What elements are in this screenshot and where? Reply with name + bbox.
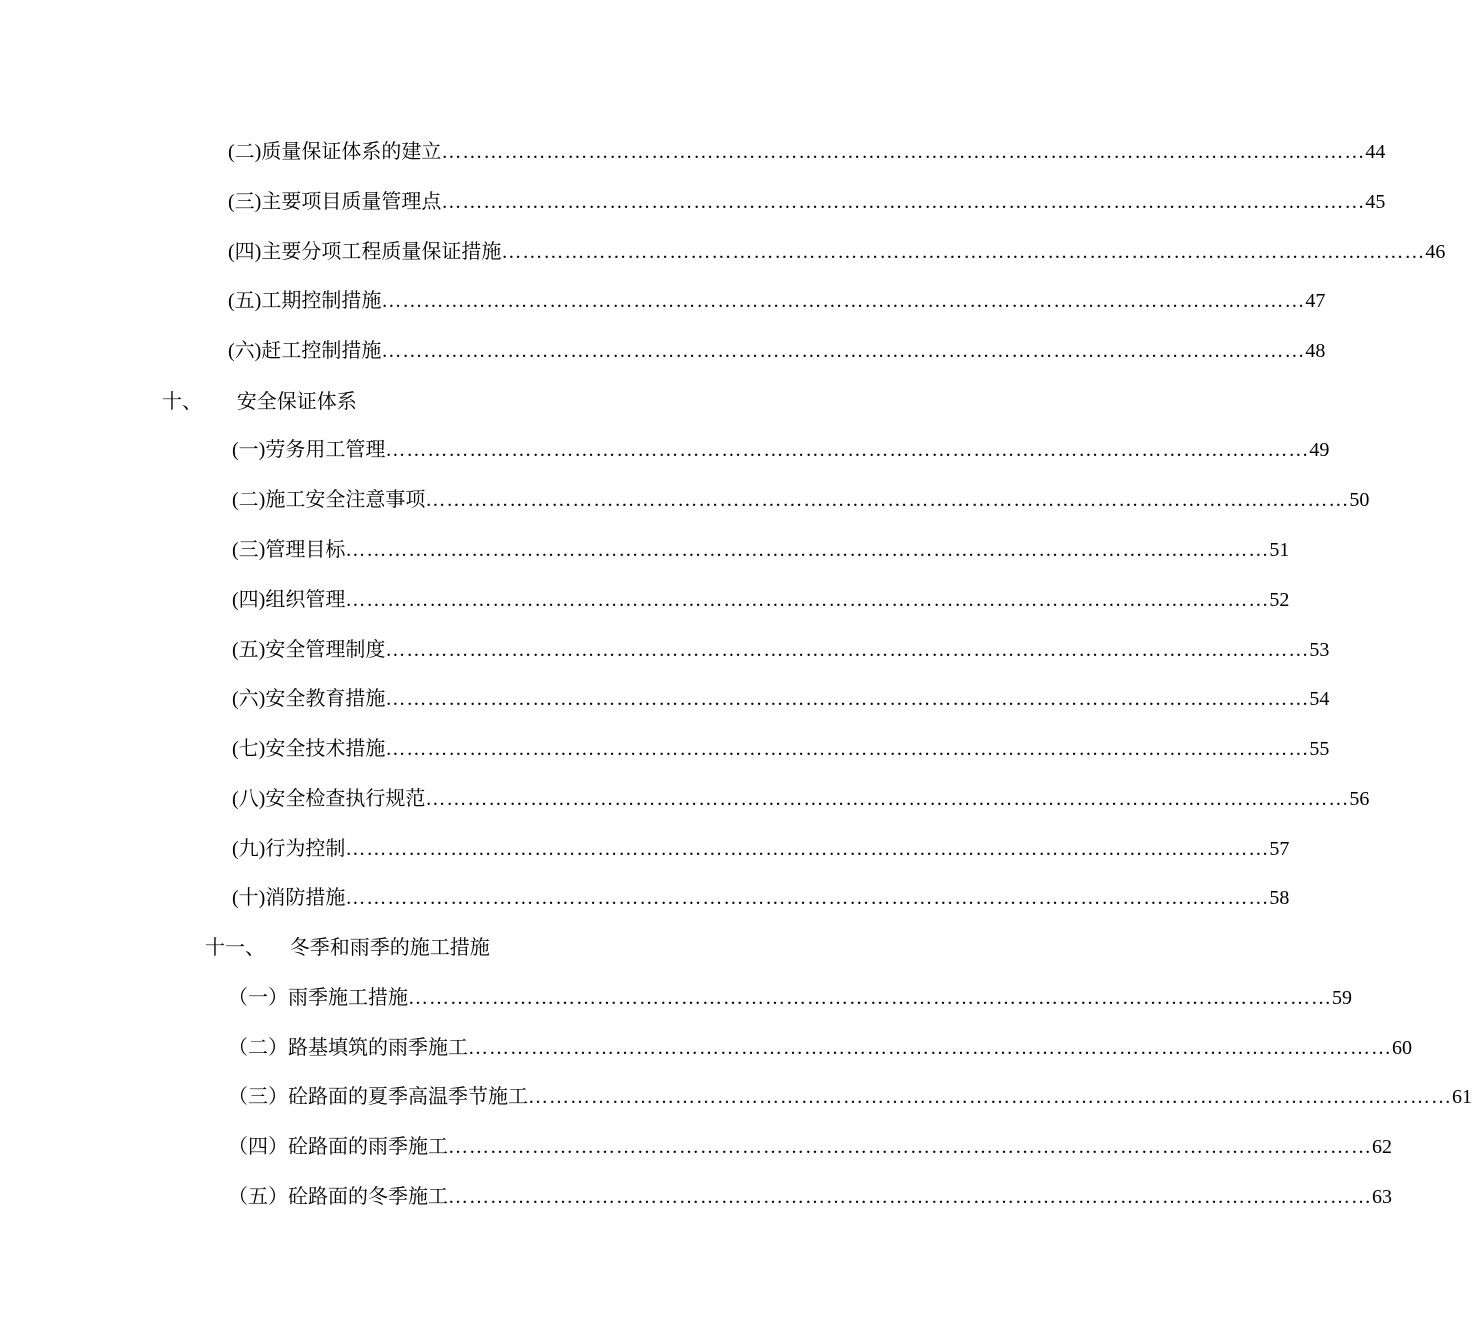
toc-page-number: 48 — [1305, 340, 1326, 362]
toc-leader-dots: …………………………………………………………………………………………………………………… — [385, 639, 1310, 661]
toc-entry-title: 组织管理 — [265, 587, 346, 611]
toc-entry — [232, 584, 1290, 614]
toc-entry — [228, 136, 1386, 166]
toc-entry-title: 施工安全注意事项 — [265, 487, 426, 511]
toc-entry-number: （四） — [228, 1136, 288, 1158]
toc-entry-title: 安全检查执行规范 — [265, 786, 426, 810]
toc-entry-number: （三） — [228, 1086, 288, 1108]
toc-page-number: 59 — [1332, 987, 1352, 1009]
toc-page-number: 52 — [1269, 589, 1290, 611]
toc-entry-title: 安全管理制度 — [265, 637, 386, 661]
section-title: 冬季和雨季的施工措施 — [289, 935, 490, 959]
toc-entry-title: 安全技术措施 — [265, 736, 386, 760]
toc-leader-dots: …………………………………………………………………………………………………………………… — [448, 1186, 1372, 1208]
toc-entry-number: （五） — [228, 1186, 288, 1208]
toc-entry — [228, 285, 1326, 315]
toc-leader-dots: …………………………………………………………………………………………………………………… — [381, 290, 1306, 312]
toc-entry-title: 路基填筑的雨季施工 — [288, 1035, 468, 1059]
toc-leader-dots: …………………………………………………………………………………………………………………… — [385, 688, 1310, 710]
toc-entry — [228, 982, 1352, 1012]
toc-entry — [232, 534, 1290, 564]
toc-entry — [228, 335, 1326, 365]
toc-leader-dots: …………………………………………………………………………………………………………………… — [381, 340, 1306, 362]
toc-entry-number: (三) — [232, 539, 266, 561]
toc-entry — [232, 733, 1330, 763]
toc-page-number: 44 — [1365, 141, 1386, 163]
toc-page-number: 60 — [1392, 1037, 1412, 1059]
toc-leader-dots: …………………………………………………………………………………………………………………… — [468, 1037, 1392, 1059]
toc-page-number: 58 — [1269, 887, 1290, 909]
toc-page-number: 46 — [1425, 241, 1446, 263]
toc-entry — [228, 1131, 1392, 1161]
toc-entry-title: 消防措施 — [265, 885, 346, 909]
toc-entry — [232, 683, 1330, 713]
toc-leader-dots: …………………………………………………………………………………………………………………… — [448, 1136, 1372, 1158]
toc-leader-dots: …………………………………………………………………………………………………………………… — [345, 539, 1270, 561]
toc-entry-number: (七) — [232, 738, 266, 760]
toc-entry-title: 砼路面的雨季施工 — [288, 1134, 448, 1158]
toc-page-number: 51 — [1269, 539, 1290, 561]
toc-entry-number: (一) — [232, 439, 266, 461]
toc-page-number: 54 — [1309, 688, 1330, 710]
toc-entry-number: (六) — [228, 340, 262, 362]
toc-page-number: 50 — [1349, 489, 1370, 511]
toc-entry-number: (二) — [228, 141, 262, 163]
toc-page-number: 63 — [1372, 1186, 1392, 1208]
toc-entry-title: 管理目标 — [265, 537, 346, 561]
toc-entry-title: 劳务用工管理 — [265, 437, 386, 461]
toc-entry-title: 主要分项工程质量保证措施 — [261, 239, 502, 263]
toc-leader-dots: …………………………………………………………………………………………………………………… — [385, 439, 1310, 461]
toc-entry — [232, 634, 1330, 664]
toc-entry-number: (四) — [228, 241, 262, 263]
toc-entry-title: 行为控制 — [265, 836, 346, 860]
toc-entry-number: (五) — [228, 290, 262, 312]
toc-page-number: 62 — [1372, 1136, 1392, 1158]
toc-entry-title: 质量保证体系的建立 — [261, 139, 442, 163]
toc-entry-number: (十) — [232, 887, 266, 909]
toc-entry-number: (五) — [232, 639, 266, 661]
toc-entry-title: 安全教育措施 — [265, 686, 386, 710]
toc-entry — [232, 484, 1370, 514]
toc-entry-title: 工期控制措施 — [261, 288, 382, 312]
toc-leader-dots: …………………………………………………………………………………………………………………… — [425, 489, 1350, 511]
toc-entry-title: 赶工控制措施 — [261, 338, 382, 362]
toc-entry — [232, 833, 1290, 863]
toc-page-number: 57 — [1269, 838, 1290, 860]
toc-page-number: 61 — [1452, 1086, 1472, 1108]
toc-page-number: 55 — [1309, 738, 1330, 760]
toc-leader-dots: …………………………………………………………………………………………………………………… — [501, 241, 1426, 263]
toc-entry-title: 砼路面的夏季高温季节施工 — [288, 1084, 528, 1108]
toc-leader-dots: …………………………………………………………………………………………………………………… — [441, 191, 1366, 213]
toc-page-number: 49 — [1309, 439, 1330, 461]
section-title: 安全保证体系 — [236, 389, 357, 413]
toc-leader-dots: …………………………………………………………………………………………………………………… — [345, 887, 1270, 909]
toc-leader-dots: …………………………………………………………………………………………………………………… — [385, 738, 1310, 760]
toc-leader-dots: …………………………………………………………………………………………………………………… — [528, 1086, 1452, 1108]
toc-entry — [228, 1081, 1472, 1111]
toc-entry — [232, 434, 1330, 464]
toc-page-number: 56 — [1349, 788, 1370, 810]
toc-entry-title: 雨季施工措施 — [288, 985, 408, 1009]
toc-entry-number: （一） — [228, 987, 288, 1009]
toc-entry-number: (八) — [232, 788, 266, 810]
toc-entry — [228, 236, 1446, 266]
toc-leader-dots: …………………………………………………………………………………………………………………… — [408, 987, 1332, 1009]
toc-page-number: 45 — [1365, 191, 1386, 213]
toc-entry-number: (四) — [232, 589, 266, 611]
toc-entry-number: (二) — [232, 489, 266, 511]
section-heading — [162, 386, 357, 416]
section-number: 十一、 — [205, 935, 265, 959]
toc-entry-number: (九) — [232, 838, 266, 860]
section-number: 十、 — [162, 389, 202, 413]
toc-entry — [228, 186, 1386, 216]
toc-page-number: 47 — [1305, 290, 1326, 312]
toc-leader-dots: …………………………………………………………………………………………………………………… — [345, 589, 1270, 611]
toc-entry — [232, 882, 1290, 912]
toc-entry — [228, 1032, 1412, 1062]
toc-entry — [232, 783, 1370, 813]
toc-entry — [228, 1181, 1392, 1211]
toc-entry-title: 砼路面的冬季施工 — [288, 1184, 448, 1208]
toc-entry-title: 主要项目质量管理点 — [261, 189, 442, 213]
toc-leader-dots: …………………………………………………………………………………………………………………… — [425, 788, 1350, 810]
toc-entry-number: （二） — [228, 1037, 288, 1059]
toc-page-number: 53 — [1309, 639, 1330, 661]
toc-leader-dots: …………………………………………………………………………………………………………………… — [345, 838, 1270, 860]
toc-entry-number: (三) — [228, 191, 262, 213]
toc-entry-number: (六) — [232, 688, 266, 710]
toc-leader-dots: …………………………………………………………………………………………………………………… — [441, 141, 1366, 163]
section-heading — [205, 932, 490, 962]
